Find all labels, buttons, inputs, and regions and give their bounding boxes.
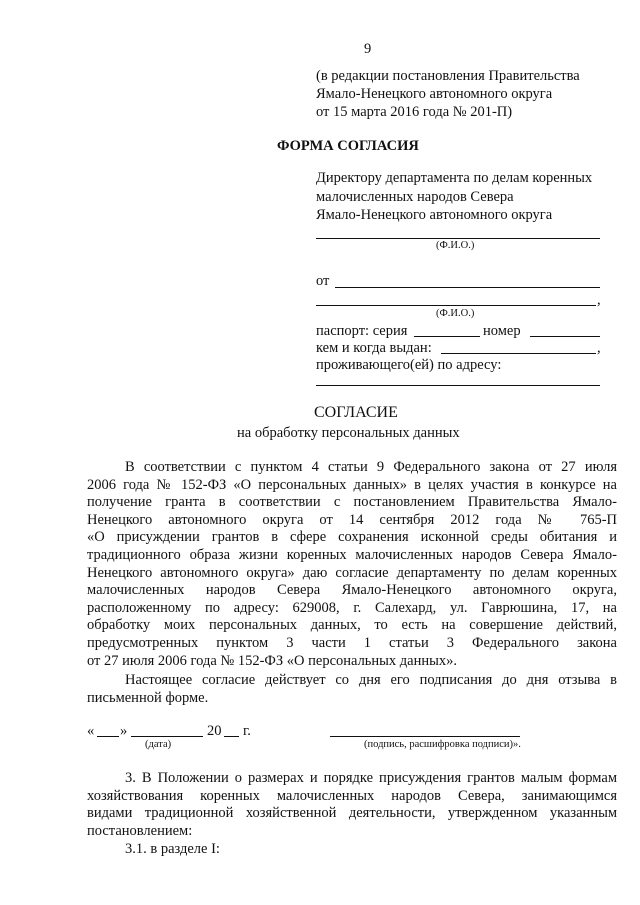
consent-line: от 27 июля 2006 года № 152-ФЗ «О персональных данных». <box>87 652 457 669</box>
consent-line: обработку моих персональных данных, то есть на совершение действий, <box>87 617 617 634</box>
date-year-blank[interactable] <box>224 736 239 737</box>
consent-line: получение гранта в соответствии с постановлением Правительства Ямало- <box>87 494 617 511</box>
section-3-line: хозяйствования коренных малочисленных народов Севера, занимающимся <box>87 787 617 804</box>
issued-label: кем и когда выдан: <box>316 340 432 356</box>
section-3-line: постановлением: <box>87 822 193 839</box>
fio-director-blank[interactable] <box>316 238 600 239</box>
signature-blank[interactable] <box>330 736 520 737</box>
consent-line: 2006 года № 152-ФЗ «О персональных данных» в целях участия в конкурсе на <box>87 476 617 493</box>
page-number: 9 <box>364 41 372 57</box>
section-3-paragraph <box>87 770 617 840</box>
section-3-line: видами традиционной хозяйственной деятельности, утвержденном указанным <box>87 805 617 822</box>
issued-blank[interactable] <box>441 353 596 354</box>
date-close-quote: » <box>120 723 128 739</box>
consent-line: «О присуждении грантов в сфере сохранения исконной среды обитания и <box>87 529 617 546</box>
section-3-1: 3.1. в разделе I: <box>125 841 220 857</box>
fio-caption-2: (Ф.И.О.) <box>436 308 475 319</box>
passport-number-label: номер <box>483 323 521 339</box>
consent-subtitle: на обработку персональных данных <box>237 425 460 441</box>
addressee-line-2: малочисленных народов Севера <box>316 189 514 205</box>
from-name-blank[interactable] <box>335 287 600 288</box>
consent-paragraph <box>87 459 617 670</box>
consent-line: расположенному по адресу: 629008, г. Салехард, ул. Гаврюшина, 17, на <box>87 599 617 616</box>
from-label: от <box>316 273 330 289</box>
date-day-blank[interactable] <box>97 736 119 737</box>
consent-title: СОГЛАСИЕ <box>314 404 398 421</box>
from-name-blank-2[interactable] <box>316 305 596 306</box>
passport-number-blank[interactable] <box>530 336 600 337</box>
year-suffix: г. <box>243 723 251 739</box>
address-blank[interactable] <box>316 385 600 386</box>
addressee-line-1: Директору департамента по делам коренных <box>316 170 593 186</box>
addressee-line-3: Ямало-Ненецкого автономного округа <box>316 207 553 223</box>
signature-caption: (подпись, расшифровка подписи)». <box>364 739 521 750</box>
fio-caption-1: (Ф.И.О.) <box>436 240 475 251</box>
year-prefix: 20 <box>207 723 222 739</box>
residing-label: проживающего(ей) по адресу: <box>316 357 502 373</box>
edition-note-line-2: Ямало-Ненецкого автономного округа <box>316 86 553 102</box>
validity-line: Настоящее согласие действует со дня его подписания до дня отзыва в <box>125 672 617 688</box>
passport-series-label: паспорт: серия <box>316 323 408 339</box>
validity-paragraph <box>87 672 617 707</box>
edition-note-line-1: (в редакции постановления Правительства <box>316 68 580 84</box>
comma-1: , <box>597 292 601 308</box>
consent-line: малочисленных народов Севера Ямало-Ненецкого автономного округа, <box>87 582 617 599</box>
edition-note-line-3: от 15 марта 2016 года № 201-П) <box>316 104 513 120</box>
comma-2: , <box>597 340 601 356</box>
consent-line: Ненецкого автономного округа» даю согласие департаменту по делам коренных <box>87 564 617 581</box>
consent-line: В соответствии с пунктом 4 статьи 9 Федерального закона от 27 июля <box>125 459 617 475</box>
consent-line: Ненецкого автономного округа от 14 сентября 2012 года № 765-П <box>87 511 617 528</box>
date-open-quote: « <box>87 723 95 739</box>
section-3-line: 3. В Положении о размерах и порядке присуждения грантов малым формам <box>125 770 617 786</box>
validity-line: письменной форме. <box>87 689 209 706</box>
form-title: ФОРМА СОГЛАСИЯ <box>277 138 419 154</box>
passport-series-blank[interactable] <box>414 336 480 337</box>
consent-line: предусмотренных пунктом 3 части 1 статьи 3 Федерального закона <box>87 634 617 651</box>
consent-line: традиционного образа жизни коренных малочисленных народов Севера Ямало- <box>87 546 617 563</box>
date-month-blank[interactable] <box>131 736 203 737</box>
date-caption: (дата) <box>145 739 172 750</box>
